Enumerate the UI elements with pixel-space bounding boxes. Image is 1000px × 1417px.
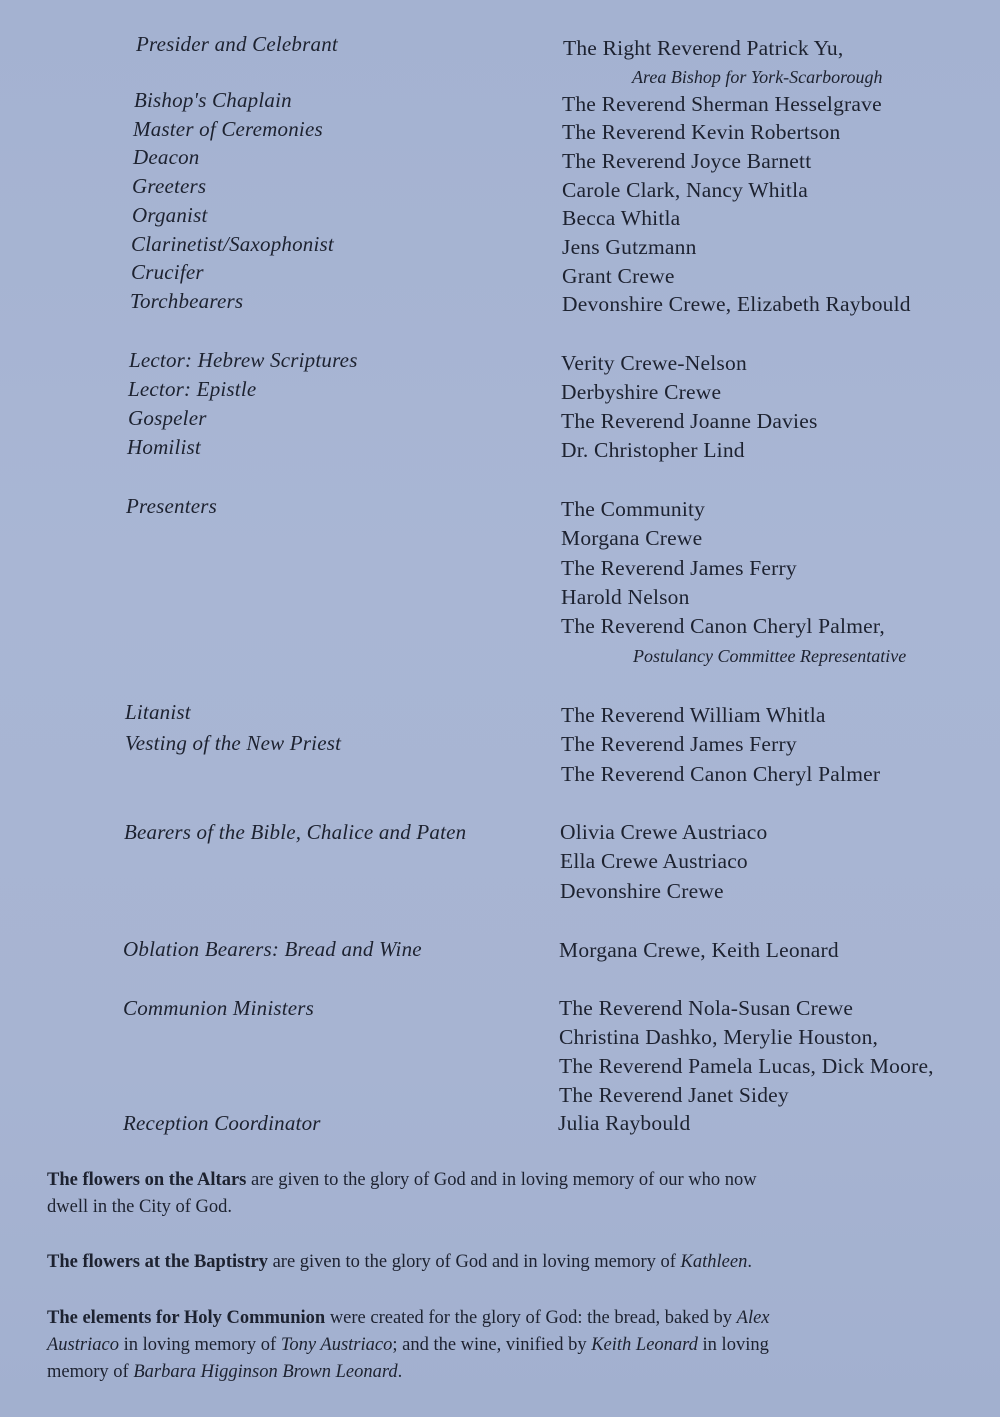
name-presenter-title: Postulancy Committee Representative	[633, 646, 907, 666]
name-chaplain: The Reverend Sherman Hesselgrave	[562, 92, 882, 116]
role-chaplain: Bishop's Chaplain	[134, 88, 292, 112]
name-greeters: Carole Clark, Nancy Whitla	[562, 178, 809, 202]
note-elements-text-2: in loving memory of	[118, 1335, 281, 1355]
name-reception: Julia Raybould	[558, 1111, 691, 1135]
role-crucifer: Crucifer	[131, 260, 204, 284]
role-lector-epistle: Lector: Epistle	[128, 377, 257, 401]
name-vesting: The Reverend Canon Cheryl Palmer	[561, 762, 881, 786]
name-presenter: Morgana Crewe	[561, 526, 703, 550]
note-elements-austriaco: Austriaco	[47, 1335, 119, 1355]
name-gospeler: The Reverend Joanne Davies	[561, 409, 818, 433]
name-crucifer: Grant Crewe	[562, 264, 675, 288]
name-communion: Christina Dashko, Merylie Houston,	[559, 1025, 879, 1049]
name-oblation: Morgana Crewe, Keith Leonard	[559, 938, 839, 962]
note-baptistry-end: .	[747, 1252, 752, 1272]
role-ceremonies: Master of Ceremonies	[133, 117, 323, 141]
name-torchbearers: Devonshire Crewe, Elizabeth Raybould	[562, 292, 911, 316]
name-presider: The Right Reverend Patrick Yu,	[563, 36, 844, 60]
note-elements-text-3: ; and the wine, vinified by	[392, 1335, 592, 1355]
note-altar-flowers	[47, 1167, 967, 1221]
name-ceremonies: The Reverend Kevin Robertson	[562, 120, 841, 144]
name-presenter: The Reverend Canon Cheryl Palmer,	[561, 614, 885, 638]
role-lector-hebrew: Lector: Hebrew Scriptures	[129, 348, 358, 372]
role-presenters: Presenters	[126, 494, 218, 518]
name-clarinetist: Jens Gutzmann	[562, 235, 697, 259]
note-elements-end: .	[397, 1362, 403, 1382]
name-lector-hebrew: Verity Crewe-Nelson	[561, 351, 747, 375]
role-clarinetist: Clarinetist/Saxophonist	[131, 232, 334, 256]
note-altar-text: are given to the glory of God and in loving memory of our who now	[246, 1170, 757, 1190]
role-vesting: Vesting of the New Priest	[125, 731, 342, 755]
role-presider: Presider and Celebrant	[136, 32, 338, 56]
name-communion: The Reverend Pamela Lucas, Dick Moore,	[559, 1054, 934, 1078]
role-reception: Reception Coordinator	[123, 1111, 321, 1135]
name-vesting: The Reverend James Ferry	[561, 732, 797, 756]
note-elements-alex: Alex	[736, 1308, 770, 1328]
note-altar-heading: The flowers on the Altars	[47, 1170, 247, 1190]
note-baptistry-flowers	[47, 1249, 967, 1276]
name-bearer: Ella Crewe Austriaco	[560, 849, 748, 873]
name-bearer: Olivia Crewe Austriaco	[560, 820, 768, 844]
name-deacon: The Reverend Joyce Barnett	[562, 149, 812, 173]
name-presenter: Harold Nelson	[561, 585, 690, 609]
role-greeters: Greeters	[132, 174, 207, 198]
name-lector-epistle: Derbyshire Crewe	[561, 380, 722, 404]
name-communion: The Reverend Janet Sidey	[559, 1083, 789, 1107]
role-deacon: Deacon	[133, 145, 200, 169]
role-homilist: Homilist	[127, 435, 201, 459]
name-communion: The Reverend Nola-Susan Crewe	[559, 996, 854, 1020]
note-altar-text-2: dwell in the City of God.	[47, 1197, 232, 1217]
role-organist: Organist	[132, 203, 208, 227]
note-communion-elements	[47, 1305, 967, 1386]
note-baptistry-text: are given to the glory of God and in loving memory of	[267, 1252, 681, 1272]
role-gospeler: Gospeler	[128, 406, 207, 430]
note-baptistry-name: Kathleen	[680, 1252, 748, 1272]
role-bearers: Bearers of the Bible, Chalice and Paten	[124, 820, 467, 844]
note-elements-text-4: in loving	[697, 1335, 769, 1355]
note-elements-barbara: Barbara Higginson Brown Leonard	[133, 1362, 398, 1382]
note-baptistry-heading: The flowers at the Baptistry	[47, 1252, 268, 1272]
note-elements-keith: Keith Leonard	[591, 1335, 698, 1355]
name-organist: Becca Whitla	[562, 206, 681, 230]
note-elements-text-5: memory of	[47, 1362, 134, 1382]
name-bearer: Devonshire Crewe	[560, 879, 724, 903]
note-elements-heading: The elements for Holy Communion	[47, 1308, 326, 1328]
note-elements-text: were created for the glory of God: the bread, baked by	[325, 1308, 737, 1328]
note-elements-tony: Tony Austriaco	[280, 1335, 393, 1355]
name-homilist: Dr. Christopher Lind	[561, 438, 745, 462]
role-communion: Communion Ministers	[123, 996, 315, 1020]
role-oblation: Oblation Bearers: Bread and Wine	[123, 937, 422, 961]
name-presider-title: Area Bishop for York-Scarborough	[632, 67, 883, 87]
role-torchbearers: Torchbearers	[130, 289, 244, 313]
name-litanist: The Reverend William Whitla	[561, 703, 826, 727]
name-presenter: The Reverend James Ferry	[561, 556, 797, 580]
name-presenter: The Community	[561, 497, 706, 521]
role-litanist: Litanist	[125, 700, 191, 724]
